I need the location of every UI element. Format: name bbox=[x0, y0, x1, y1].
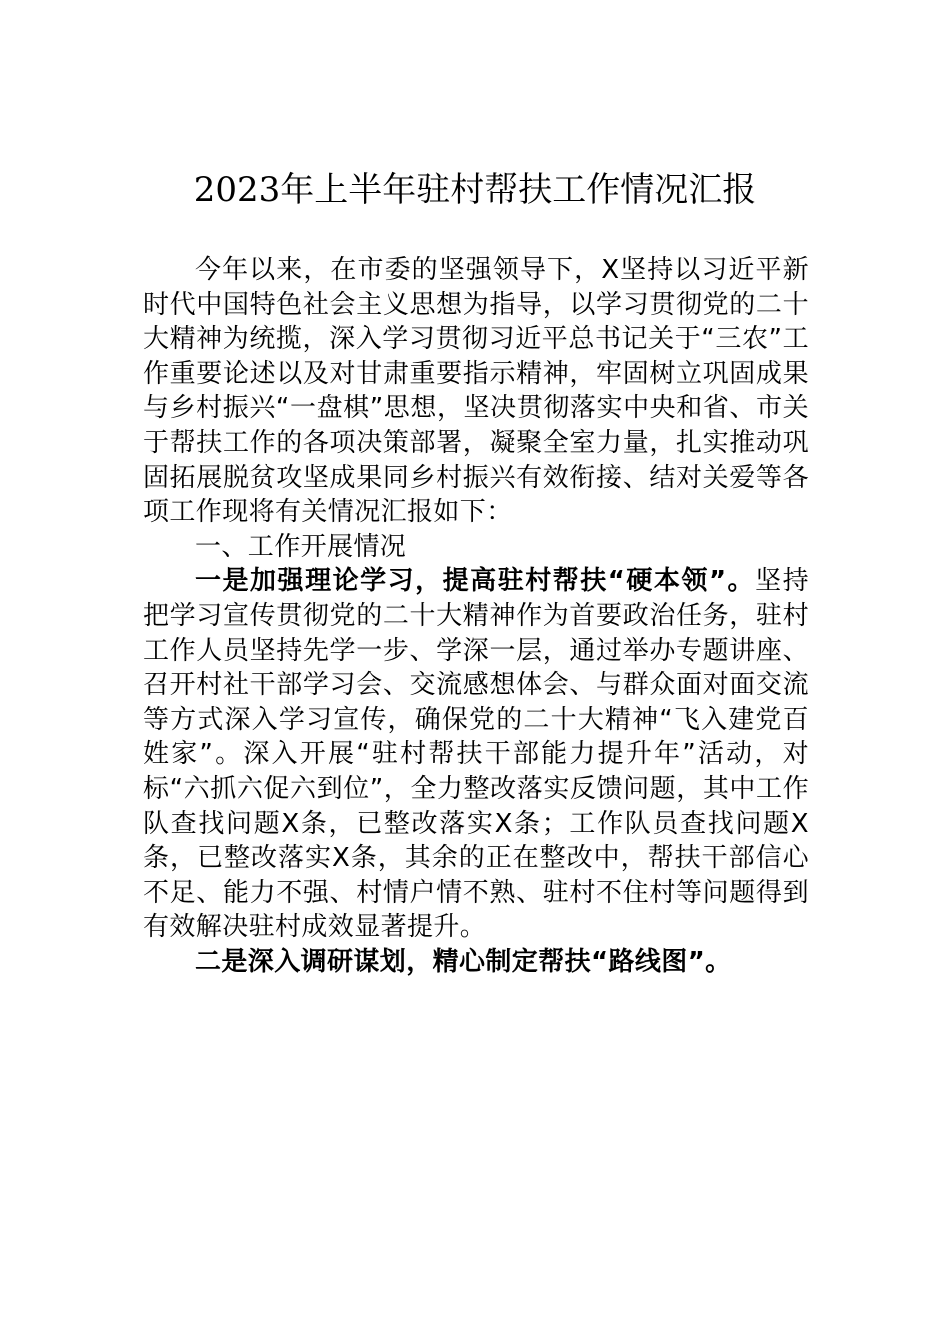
item-one-lead: 一是加强理论学习，提高驻村帮扶“硬本领”。 bbox=[195, 566, 756, 597]
item-one-body: 坚持把学习宣传贯彻党的二十大精神作为首要政治任务，驻村工作人员坚持先学一步、学深一层，通过举办专题讲座、召开村社干部学习会、交流感想体会、与群众面对面交流等方式深入学习宣传，确保党的二十大精神“飞入建党百姓家”。深入开展“驻村帮扶干部能力提升年”活动，对标“六抓六促六到位”，全力整改落实反馈问题，其中工作队查找问题X条，已整改落实X条；工作队员查找问题X条，已整改落实X条，其余的正在整改中，帮扶干部信心不足、能力不强、村情户情不熟、驻村不住村等问题得到有效解决驻村成效显著提升。 bbox=[143, 566, 809, 943]
intro-paragraph: 今年以来，在市委的坚强领导下，X坚持以习近平新时代中国特色社会主义思想为指导，以学习贯彻党的二十大精神为统揽，深入学习贯彻习近平总书记关于“三农”工作重要论述以及对甘肃重要指示精神，牢固树立巩固成果与乡村振兴“一盘棋”思想，坚决贯彻落实中央和省、市关于帮扶工作的各项决策部署，凝聚全室力量，扎实推动巩固拓展脱贫攻坚成果同乡村振兴有效衔接、结对关爱等各项工作现将有关情况汇报如下： bbox=[143, 255, 809, 528]
item-two-paragraph bbox=[143, 945, 809, 980]
section-heading: 一、工作开展情况 bbox=[195, 531, 407, 562]
document-title: 2023年上半年驻村帮扶工作情况汇报 bbox=[193, 170, 757, 210]
item-two-lead: 二是深入调研谋划，精心制定帮扶“路线图”。 bbox=[195, 946, 732, 977]
document-body bbox=[143, 253, 809, 979]
item-one-paragraph bbox=[143, 564, 809, 945]
